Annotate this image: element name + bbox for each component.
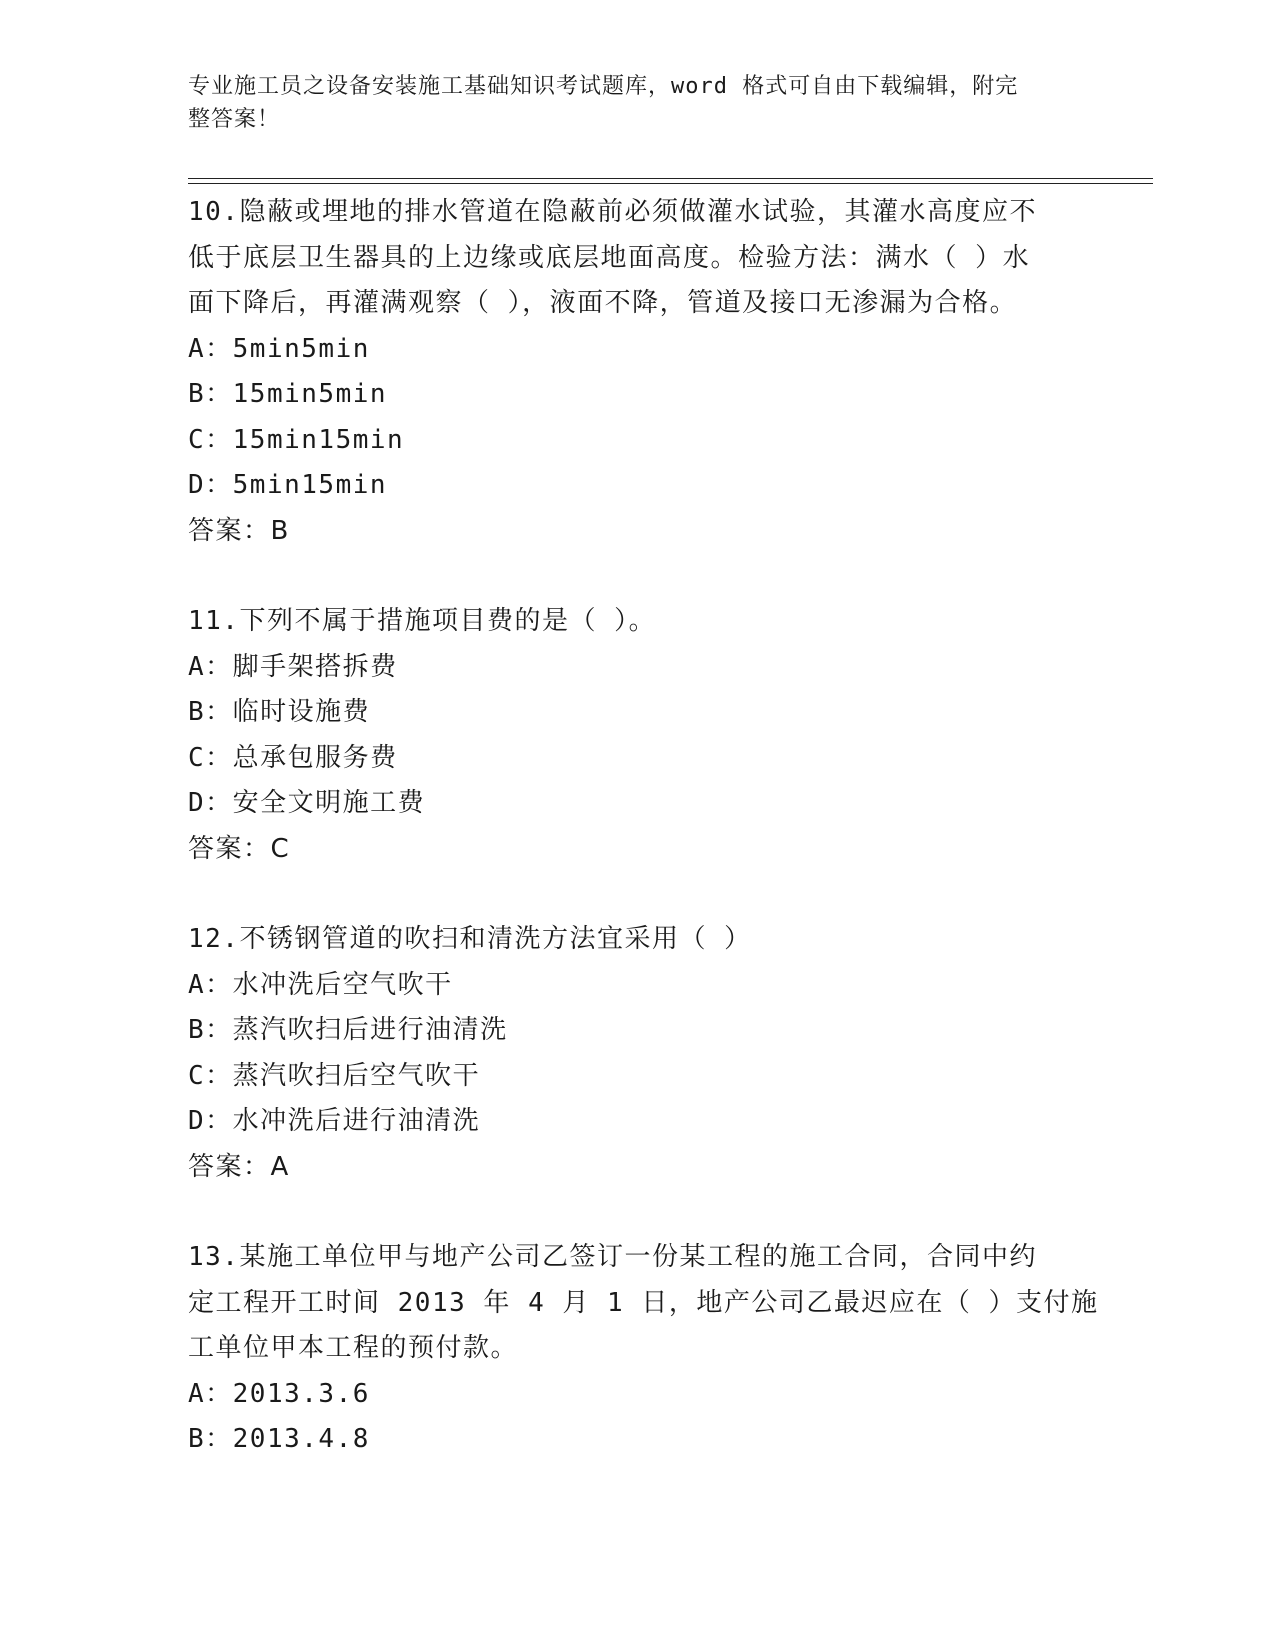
header-divider-top (188, 178, 1153, 179)
option-b: B：15min5min (188, 379, 388, 409)
answer-label: 答案：B (188, 515, 290, 546)
answer-label: 答案：C (188, 833, 291, 864)
option-c: C：蒸汽吹扫后空气吹干 (188, 1060, 481, 1091)
question-stem-line: 11.下列不属于措施项目费的是（ ）。 (188, 606, 657, 636)
question-stem-line: 12.不锈钢管道的吹扫和清洗方法宜采用（ ） (188, 924, 752, 954)
question-stem-line: 面下降后，再灌满观察（ ），液面不降，管道及接口无渗漏为合格。 (188, 288, 1018, 318)
spacer (188, 554, 1078, 599)
option-a: A：水冲洗后空气吹干 (188, 969, 453, 1000)
option-b: B：临时设施费 (188, 697, 371, 727)
question-10 (188, 190, 1078, 554)
option-d: D：水冲洗后进行油清洗 (188, 1106, 481, 1136)
option-d: D：5min15min (188, 470, 388, 500)
question-stem-line: 低于底层卫生器具的上边缘或底层地面高度。检验方法：满水（ ）水 (188, 242, 1031, 273)
document-header (188, 70, 1068, 136)
question-list (188, 190, 1099, 1463)
question-stem-line: 定工程开工时间 2013 年 4 月 1 日，地产公司乙最迟应在（ ）支付施 (188, 1287, 1099, 1318)
option-d: D：安全文明施工费 (188, 788, 426, 818)
question-stem-line: 13.某施工单位甲与地产公司乙签订一份某工程的施工合同，合同中约 (188, 1242, 1037, 1272)
option-a: A：2013.3.6 (188, 1378, 370, 1409)
question-stem-line: 10.隐蔽或埋地的排水管道在隐蔽前必须做灌水试验，其灌水高度应不 (188, 197, 1037, 227)
option-a: A：脚手架搭拆费 (188, 651, 398, 682)
question-stem-line: 工单位甲本工程的预付款。 (188, 1333, 519, 1363)
option-c: C：总承包服务费 (188, 742, 398, 773)
option-c: C：15min15min (188, 424, 405, 455)
option-a: A：5min5min (188, 333, 370, 364)
header-line-2: 整答案！ (188, 107, 281, 132)
question-13 (188, 1235, 1099, 1463)
spacer (188, 1190, 1078, 1235)
header-divider-bottom (188, 183, 1153, 184)
answer-label: 答案：A (188, 1151, 290, 1182)
option-b: B：蒸汽吹扫后进行油清洗 (188, 1015, 508, 1045)
question-11 (188, 599, 1078, 872)
header-line-1: 专业施工员之设备安装施工基础知识考试题库，word 格式可自由下载编辑，附完 (188, 74, 1019, 99)
option-b: B：2013.4.8 (188, 1424, 370, 1454)
question-12 (188, 917, 1078, 1190)
spacer (188, 872, 1078, 917)
